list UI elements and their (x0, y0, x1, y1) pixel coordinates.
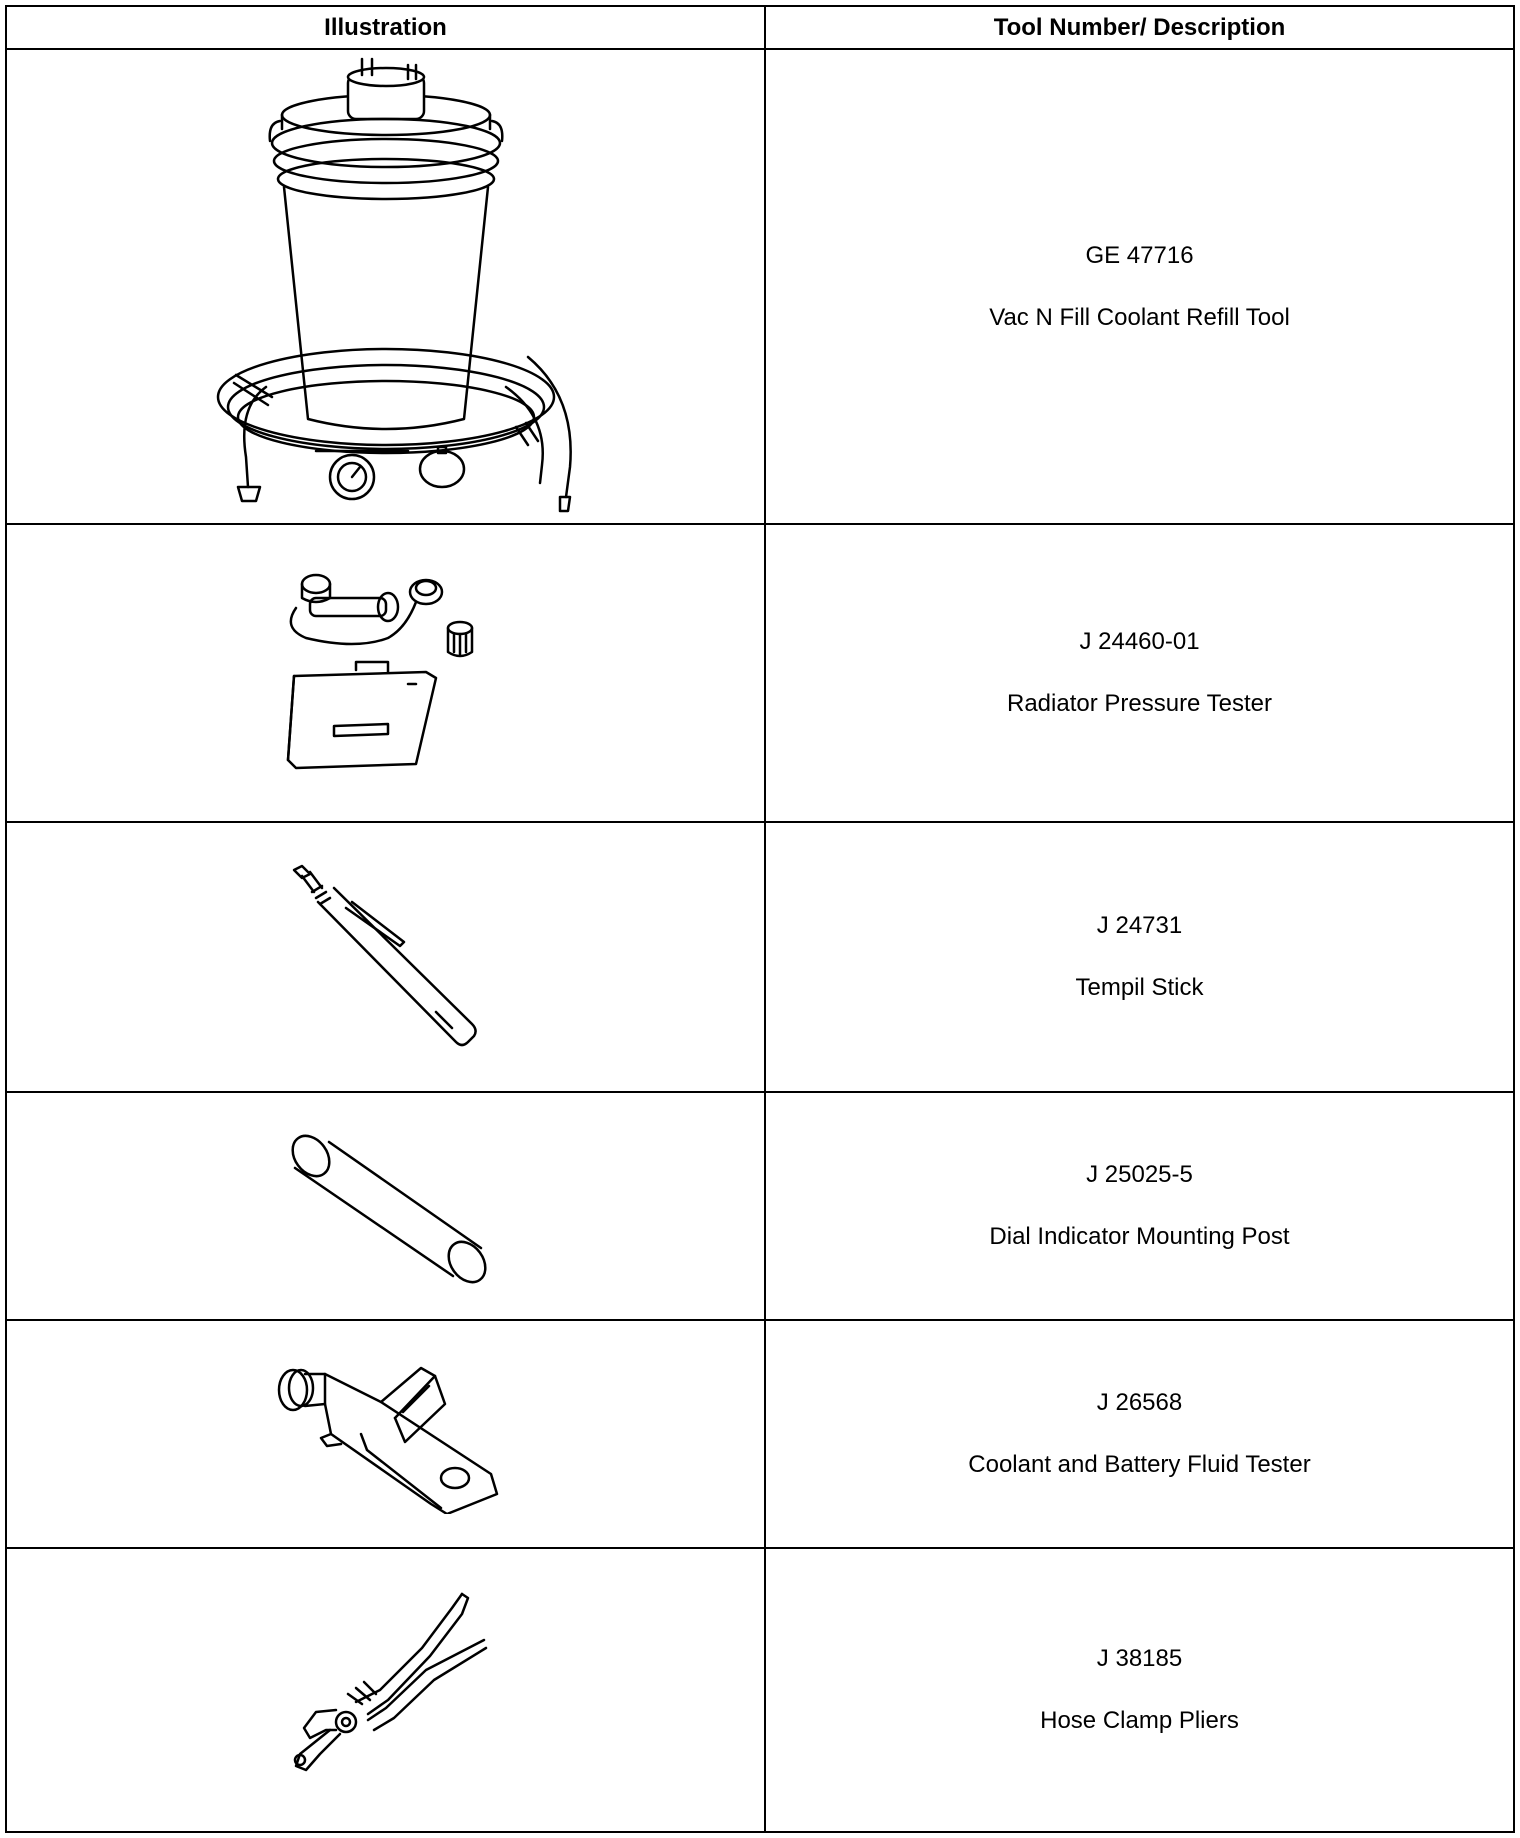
tool-description: Hose Clamp Pliers (1040, 1706, 1239, 1734)
pressure-tester-icon (276, 568, 496, 778)
table-row (6, 1092, 1514, 1320)
tool-description-cell (765, 1320, 1514, 1548)
mounting-post-icon (281, 1126, 491, 1286)
tool-description-cell (765, 822, 1514, 1092)
coolant-refill-tool-icon (176, 57, 596, 517)
tool-number: GE 47716 (1085, 241, 1194, 269)
table-row (6, 49, 1514, 524)
tool-number: J 24460-01 (1079, 628, 1200, 656)
tool-description-cell (765, 1092, 1514, 1320)
header-tool-description: Tool Number/ Description (765, 6, 1514, 49)
illustration-cell (6, 1092, 765, 1320)
illustration-cell (6, 1320, 765, 1548)
table-row (6, 822, 1514, 1092)
header-illustration: Illustration (6, 6, 765, 49)
tool-description: Tempil Stick (1075, 974, 1204, 1002)
table-row (6, 524, 1514, 822)
tool-description: Vac N Fill Coolant Refill Tool (989, 303, 1290, 331)
table-header-row (6, 6, 1514, 49)
tool-description: Radiator Pressure Tester (1006, 690, 1272, 718)
tool-description: Dial Indicator Mounting Post (989, 1223, 1290, 1251)
tool-description-cell (765, 49, 1514, 524)
tool-description-cell (765, 524, 1514, 822)
illustration-cell (6, 524, 765, 822)
special-tools-table (5, 5, 1515, 1833)
tool-description: Coolant and Battery Fluid Tester (968, 1450, 1311, 1478)
illustration-cell (6, 49, 765, 524)
tool-number: J 25025-5 (1086, 1161, 1193, 1189)
hose-clamp-pliers-icon (276, 1590, 496, 1790)
illustration-cell (6, 822, 765, 1092)
tool-description-cell (765, 1548, 1514, 1832)
tool-number: J 38185 (1096, 1644, 1183, 1672)
table-row (6, 1548, 1514, 1832)
fluid-tester-icon (271, 1354, 501, 1514)
table-row (6, 1320, 1514, 1548)
illustration-cell (6, 1548, 765, 1832)
tool-number: J 26568 (1096, 1388, 1183, 1416)
tempil-stick-icon (286, 862, 486, 1052)
tool-number: J 24731 (1096, 912, 1183, 940)
